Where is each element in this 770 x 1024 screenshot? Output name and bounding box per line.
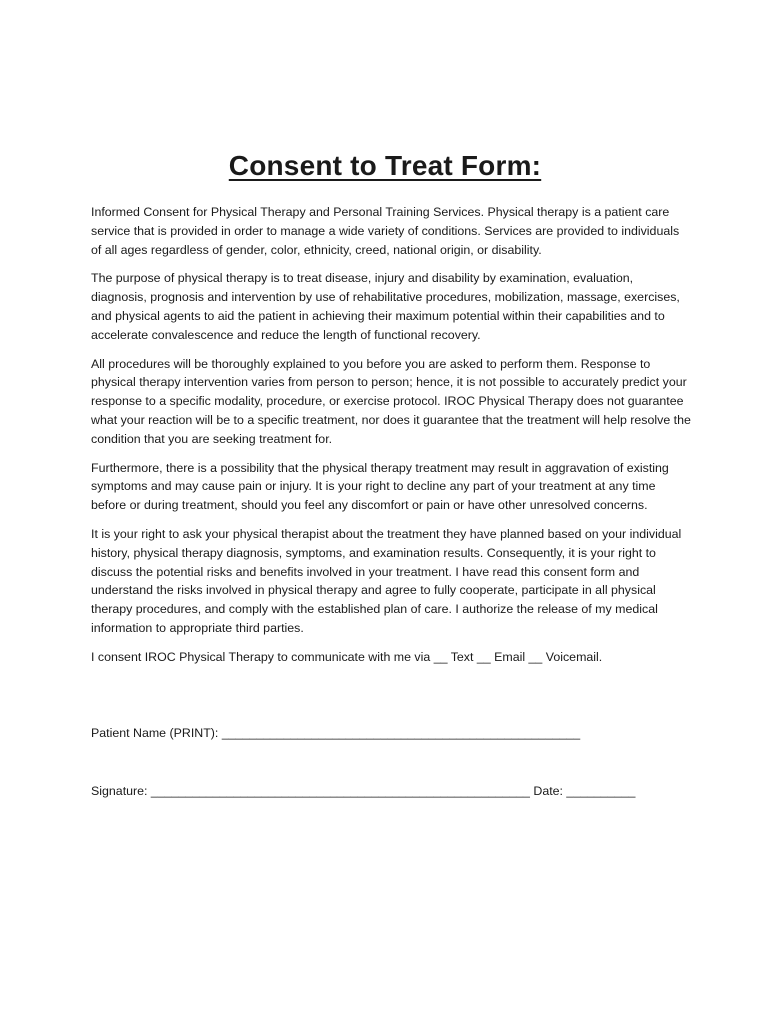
paragraph-communication-consent: I consent IROC Physical Therapy to communicate with me via __ Text __ Email __ Voicemail. xyxy=(91,649,603,664)
paragraph-procedures: All procedures will be thoroughly explained to you before you are asked to perform them. Response to physical therapy intervention varies from person to person; hence, it is not possible to accurately predict your response to a specific modality, procedure, or exercise protocol. IROC Physical Therapy does not guarantee what your reaction will be to a specific treatment, nor does it guarantee that the treatment will help resolve the condition that you are seeking treatment for. xyxy=(91,356,691,446)
consent-body xyxy=(91,203,691,677)
page-title: Consent to Treat Form: xyxy=(228,150,542,181)
paragraph-intro: Informed Consent for Physical Therapy and Personal Training Services. Physical therapy is a patient care service that is provided in order to manage a wide variety of conditions. Services are provided to individuals of all ages regardless of gender, color, ethnicity, creed, national origin, or disability. xyxy=(91,205,680,257)
paragraph-purpose: The purpose of physical therapy is to treat disease, injury and disability by examination, evaluation, diagnosis, prognosis and intervention by use of rehabilitative procedures, mobilization, massage, exercises, and physical agents to aid the patient in achieving their maximum potential within their capabilities and to accelerate convalescence and reduce the length of functional recovery. xyxy=(91,271,680,342)
paragraph-rights: It is your right to ask your physical therapist about the treatment they have planned based on your individual history, physical therapy diagnosis, symptoms, and examination results. Consequently, it is your right to discuss the potential risks and benefits involved in your treatment. I have read this consent form and understand the risks involved in physical therapy and agree to fully cooperate, participate in all physical therapy procedures, and comply with the established plan of care. I authorize the release of my medical information to appropriate third parties. xyxy=(91,526,682,635)
signature-date-field[interactable]: Signature: _______________________________________________________ Date: __________ xyxy=(91,784,636,798)
paragraph-risks: Furthermore, there is a possibility that the physical therapy treatment may result in aggravation of existing symptoms and may cause pain or injury. It is your right to decline any part of your treatment at any time before or during treatment, should you feel any discomfort or pain or have other unresolved concerns. xyxy=(91,460,669,513)
patient-name-field[interactable]: Patient Name (PRINT): ____________________________________________________ xyxy=(91,726,581,740)
